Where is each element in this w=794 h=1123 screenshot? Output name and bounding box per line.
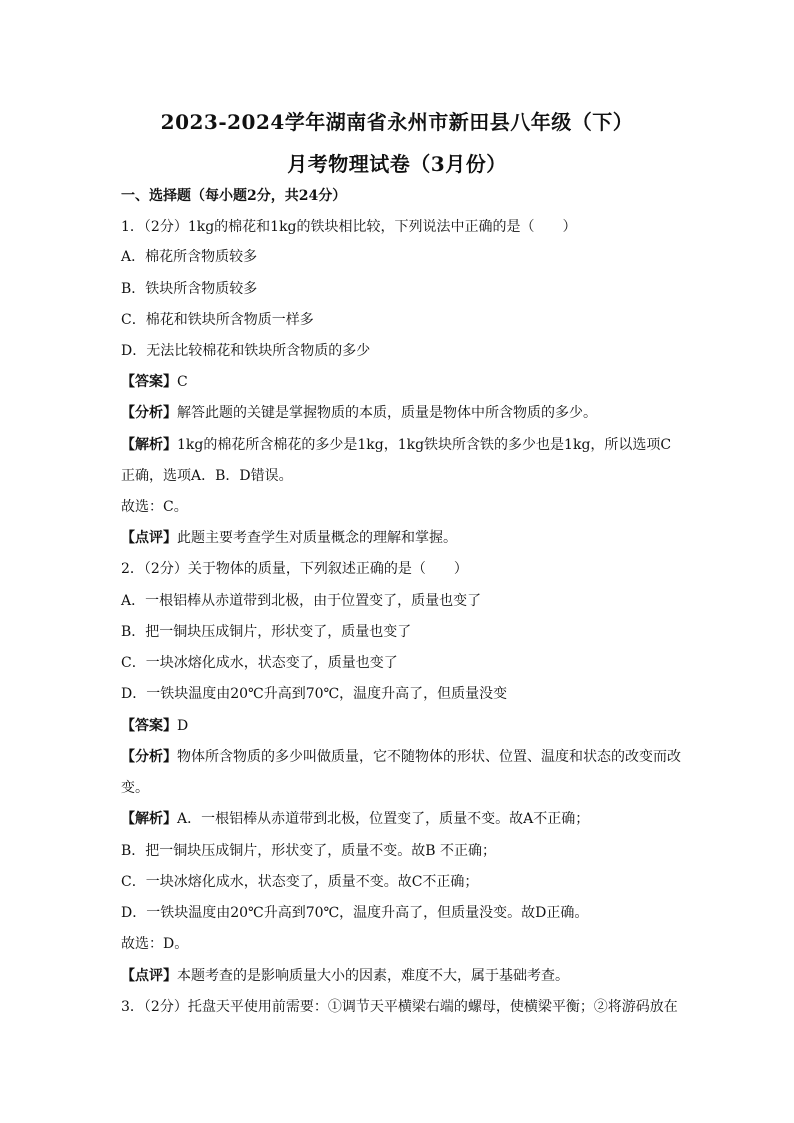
q2-analysis-cont: 变。: [121, 780, 149, 796]
q2-choose: 故选：D。: [121, 936, 189, 952]
analysis-tag: 【分析】: [121, 405, 177, 421]
q1-option-c: C．棉花和铁块所含物质一样多: [121, 312, 314, 328]
q2-solution-d: D．一铁块温度由20℃升高到70℃，温度升高了，但质量没变。故D正确。: [121, 905, 589, 921]
section-heading: 一、选择题（每小题2分，共24分）: [121, 188, 347, 204]
solution-tag: 【解析】: [121, 437, 177, 453]
answer-tag: 【答案】: [121, 718, 177, 734]
q2-comment: [121, 966, 677, 986]
solution-tag: 【解析】: [121, 811, 177, 827]
analysis-text: 物体所含物质的多少叫做质量，它不随物体的形状、位置、温度和状态的改变而改: [177, 749, 681, 765]
q1-solution-cont: 正确，选项A．B．D错误。: [121, 468, 293, 484]
q2-option-c: C．一块冰熔化成水，状态变了，质量也变了: [121, 655, 398, 671]
q2-stem: 2．（2分）关于物体的质量，下列叙述正确的是（ ）: [121, 561, 468, 577]
analysis-tag: 【分析】: [121, 749, 177, 765]
comment-tag: 【点评】: [121, 968, 177, 984]
answer-value: D: [177, 718, 189, 734]
comment-text: 此题主要考查学生对质量概念的理解和掌握。: [177, 530, 457, 546]
exam-title-line2: 月考物理试卷（3月份）: [287, 152, 507, 176]
q2-option-a: A．一根铝棒从赤道带到北极，由于位置变了，质量也变了: [121, 593, 482, 609]
q2-answer: [121, 716, 677, 736]
q2-solution: [121, 809, 677, 829]
analysis-text: 解答此题的关键是掌握物质的本质，质量是物体中所含物质的多少。: [177, 405, 597, 421]
q1-option-b: B．铁块所含物质较多: [121, 281, 258, 297]
q2-option-d: D．一铁块温度由20℃升高到70℃，温度升高了，但质量没变: [121, 686, 508, 702]
q2-analysis: [121, 747, 681, 767]
solution-text: A．一根铝棒从赤道带到北极，位置变了，质量不变。故A不正确；: [177, 811, 590, 827]
q1-solution: [121, 435, 677, 455]
q1-option-a: A．棉花所含物质较多: [121, 249, 258, 265]
q1-analysis: [121, 403, 677, 423]
solution-text: 1kg的棉花所含棉花的多少是1kg，1kg铁块所含铁的多少也是1kg，所以选项C: [177, 437, 672, 453]
q3-stem: 3．（2分）托盘天平使用前需要：①调节天平横梁右端的螺母，使横梁平衡；②将游码放在: [121, 999, 678, 1015]
q2-option-b: B．把一铜块压成铜片，形状变了，质量也变了: [121, 624, 412, 640]
q2-solution-c: C．一块冰熔化成水，状态变了，质量不变。故C不正确；: [121, 874, 479, 890]
answer-value: C: [177, 374, 188, 390]
answer-tag: 【答案】: [121, 374, 177, 390]
q1-choose: 故选：C。: [121, 499, 188, 515]
exam-title-line1: 2023-2024学年湖南省永州市新田县八年级（下）: [160, 110, 634, 134]
q1-comment: [121, 528, 677, 548]
q1-stem: 1．（2分）1kg的棉花和1kg的铁块相比较，下列说法中正确的是（ ）: [121, 219, 577, 235]
q2-solution-b: B．把一铜块压成铜片，形状变了，质量不变。故B 不正确；: [121, 843, 497, 859]
comment-text: 本题考查的是影响质量大小的因素，难度不大，属于基础考查。: [177, 968, 569, 984]
comment-tag: 【点评】: [121, 530, 177, 546]
q1-option-d: D．无法比较棉花和铁块所含物质的多少: [121, 343, 371, 359]
q1-answer: [121, 372, 677, 392]
